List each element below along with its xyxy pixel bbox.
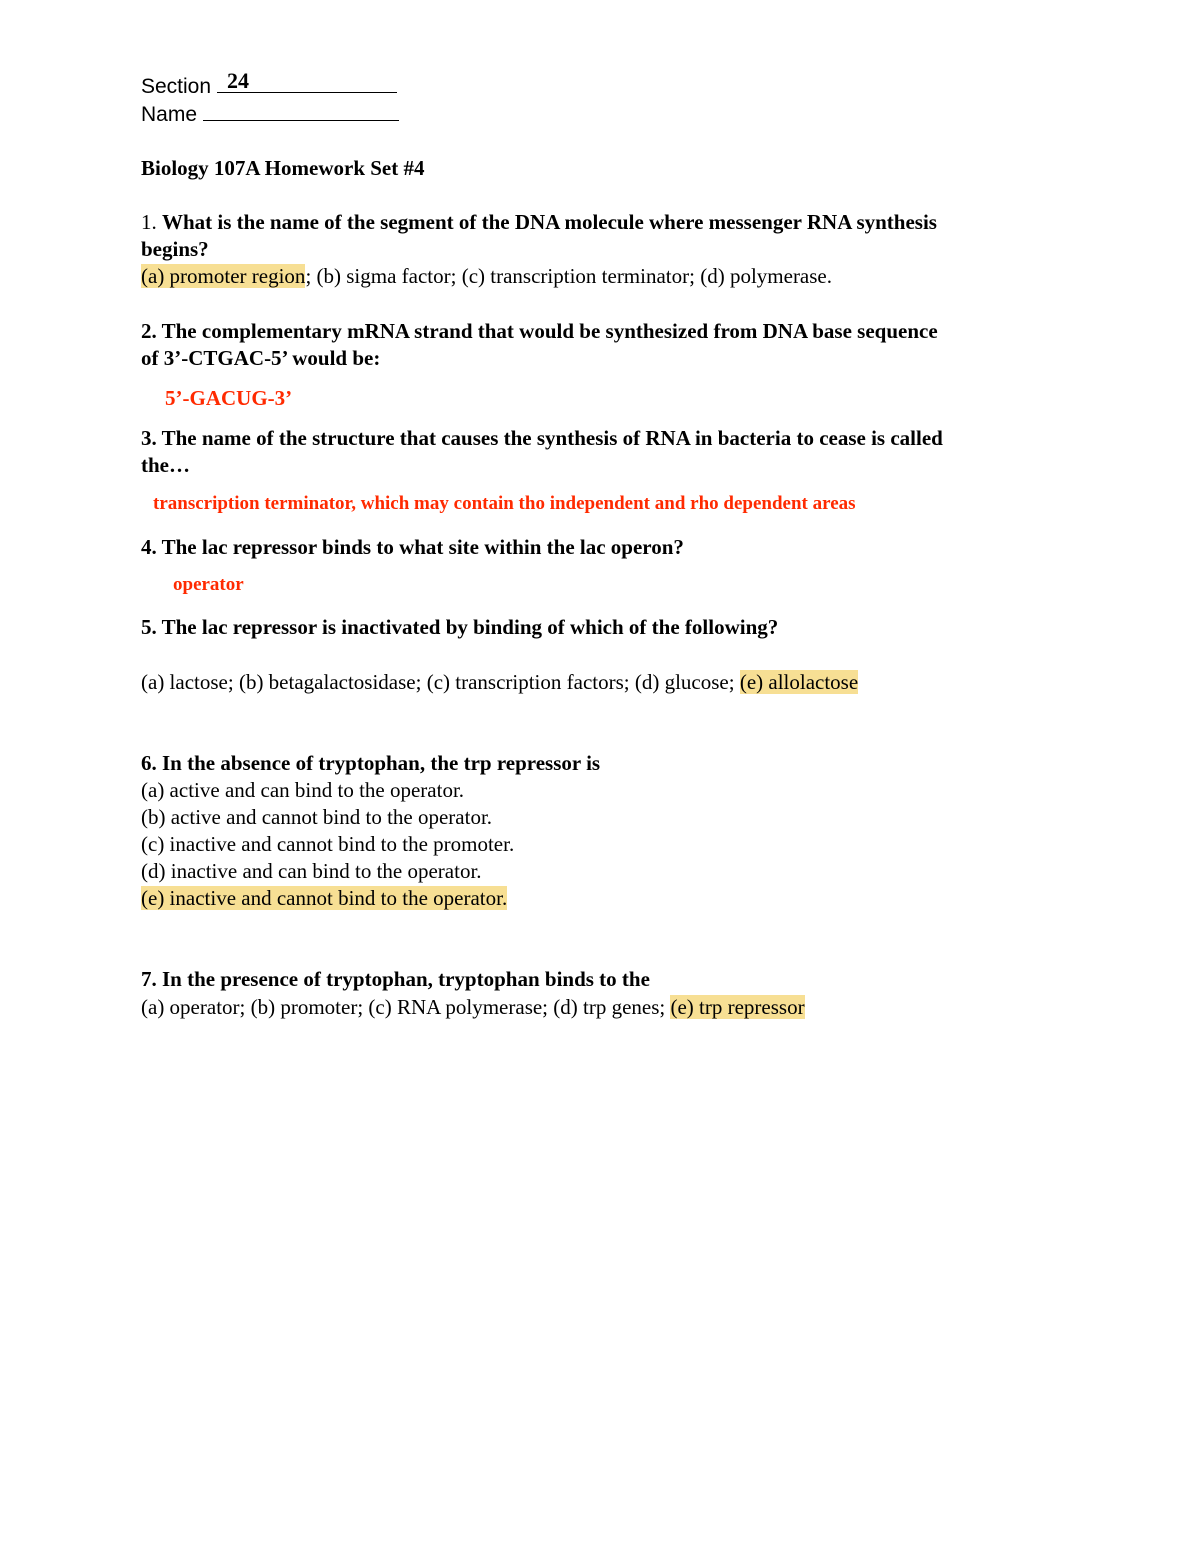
question-4-number: 4. <box>141 535 157 559</box>
question-6-option-d: (d) inactive and can bind to the operator. <box>141 859 482 883</box>
question-3-answer: transcription terminator, which may contain tho independent and rho dependent areas <box>153 493 856 514</box>
question-3-number: 3. <box>141 426 157 450</box>
question-5-choices <box>141 669 858 695</box>
question-4-text: The lac repressor binds to what site within the lac operon? <box>161 535 684 559</box>
question-7-line <box>141 966 650 992</box>
question-6-option-a: (a) active and can bind to the operator. <box>141 778 465 802</box>
question-5-text: The lac repressor is inactivated by binding of which of the following? <box>161 615 779 639</box>
question-6-option-e <box>141 885 507 911</box>
question-6-text: In the absence of tryptophan, the trp repressor is <box>162 751 601 775</box>
question-7-text: In the presence of tryptophan, tryptophan binds to the <box>162 967 650 991</box>
question-6-number: 6. <box>141 751 157 775</box>
question-6-answer: (e) inactive and cannot bind to the operator. <box>141 886 508 910</box>
question-5-answer: (e) allolactose <box>739 670 859 694</box>
section-line <box>141 72 397 100</box>
question-7-number: 7. <box>141 967 157 991</box>
question-1-other-choices: ; (b) sigma factor; (c) transcription terminator; (d) polymerase. <box>305 264 832 288</box>
question-3-line1 <box>141 425 943 451</box>
question-5-other-choices: (a) lactose; (b) betagalactosidase; (c) transcription factors; (d) glucose; <box>141 670 740 694</box>
question-4-answer: operator <box>173 574 244 595</box>
question-3-text: The name of the structure that causes the synthesis of RNA in bacteria to cease is called <box>161 426 943 450</box>
question-2-text: The complementary mRNA strand that would be synthesized from DNA base sequence <box>161 319 938 343</box>
section-label: Section <box>141 75 212 98</box>
name-blank <box>203 100 399 121</box>
question-3-line2: the… <box>141 453 190 477</box>
question-2-answer: 5’-GACUG-3’ <box>165 386 293 410</box>
question-7-other-choices: (a) operator; (b) promoter; (c) RNA polymerase; (d) trp genes; <box>141 995 671 1019</box>
page-title: Biology 107A Homework Set #4 <box>141 156 425 180</box>
question-1-text: What is the name of the segment of the DNA molecule where messenger RNA synthesis <box>162 210 937 234</box>
question-5-line <box>141 614 778 640</box>
question-6-option-b: (b) active and cannot bind to the operator. <box>141 805 493 829</box>
question-1-choices <box>141 263 832 289</box>
section-value: 24 <box>227 68 249 93</box>
question-6-option-c: (c) inactive and cannot bind to the promoter. <box>141 832 515 856</box>
question-1-number: 1. <box>141 210 157 234</box>
question-7-answer: (e) trp repressor <box>670 995 805 1019</box>
question-2-line2: of 3’-CTGAC-5’ would be: <box>141 346 381 370</box>
question-6-line <box>141 750 600 776</box>
question-4-line <box>141 534 684 560</box>
name-label: Name <box>141 103 198 126</box>
name-line <box>141 100 399 128</box>
question-1-answer: (a) promoter region <box>141 264 306 288</box>
question-2-number: 2. <box>141 319 157 343</box>
question-1-line2: begins? <box>141 237 209 261</box>
question-1-line1 <box>141 209 937 235</box>
question-5-number: 5. <box>141 615 157 639</box>
question-2-line1 <box>141 318 938 344</box>
question-7-choices <box>141 994 805 1020</box>
